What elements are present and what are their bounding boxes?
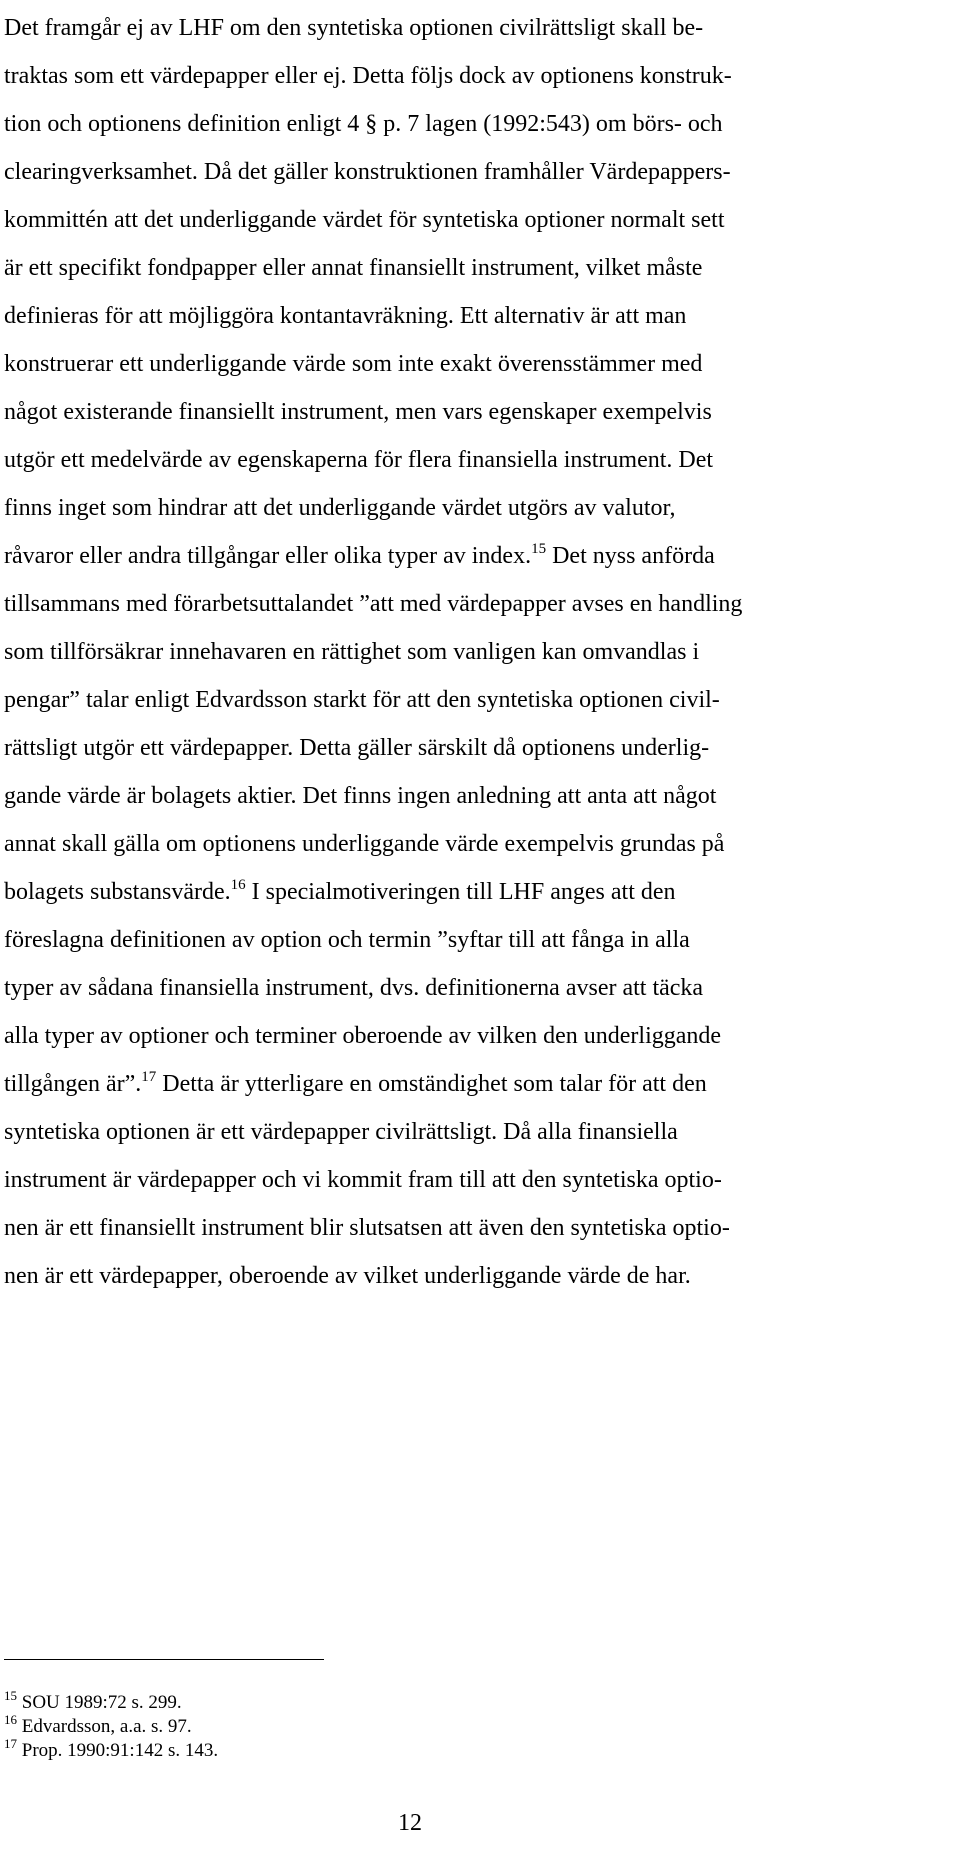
body-line-10: utgör ett medelvärde av egenskaperna för flera finansiella instrument. Det xyxy=(4,447,714,473)
body-line-6: är ett specifikt fondpapper eller annat finansiellt instrument, vilket måste xyxy=(4,255,703,281)
body-line-11: finns inget som hindrar att det underliggande värdet utgörs av valutor, xyxy=(4,495,676,521)
footnote-15 xyxy=(4,1688,182,1715)
footnote-ref-15[interactable]: 15 xyxy=(531,541,547,557)
footnote-number-15: 15 xyxy=(4,1688,17,1703)
body-line-26: nen är ett finansiellt instrument blir slutsatsen att även den syntetiska optio- xyxy=(4,1215,730,1241)
body-line-23-continuation: Detta är ytterligare en omständighet som talar för att den xyxy=(162,1071,707,1097)
footnote-text-15: SOU 1989:72 s. 299. xyxy=(21,1692,182,1713)
body-line-13: tillsammans med förarbetsuttalandet ”att med värdepapper avses en handling xyxy=(4,591,743,617)
body-line-19-text: bolagets substansvärde. xyxy=(4,879,231,905)
footnote-text-16: Edvardsson, a.a. s. 97. xyxy=(21,1716,192,1737)
body-line-3: tion och optionens definition enligt 4 § p. 7 lagen (1992:543) om börs- och xyxy=(4,111,723,137)
body-line-4: clearingverksamhet. Då det gäller konstruktionen framhåller Värdepappers- xyxy=(4,159,731,185)
body-line-24: syntetiska optionen är ett värdepapper civilrättsligt. Då alla finansiella xyxy=(4,1119,678,1145)
page-number: 12 xyxy=(398,1810,422,1836)
body-line-18: annat skall gälla om optionens underliggande värde exempelvis grundas på xyxy=(4,831,725,857)
body-line-8: konstruerar ett underliggande värde som inte exakt överensstämmer med xyxy=(4,351,703,377)
body-line-1: Det framgår ej av LHF om den syntetiska optionen civilrättsligt skall be- xyxy=(4,15,704,41)
footnote-text-17: Prop. 1990:91:142 s. 143. xyxy=(21,1740,219,1761)
footnote-17 xyxy=(4,1736,219,1763)
footnote-16 xyxy=(4,1712,192,1739)
body-line-20: föreslagna definitionen av option och termin ”syftar till att fånga in alla xyxy=(4,927,690,953)
footnote-number-16: 16 xyxy=(4,1712,17,1727)
body-line-7: definieras för att möjliggöra kontantavräkning. Ett alternativ är att man xyxy=(4,303,687,329)
body-line-12-text: råvaror eller andra tillgångar eller olika typer av index. xyxy=(4,543,532,569)
body-line-15: pengar” talar enligt Edvardsson starkt för att den syntetiska optionen civil- xyxy=(4,687,720,713)
body-line-16: rättsligt utgör ett värdepapper. Detta gäller särskilt då optionens underlig- xyxy=(4,735,710,761)
body-line-22: alla typer av optioner och terminer oberoende av vilken den underliggande xyxy=(4,1023,722,1049)
body-line-27: nen är ett värdepapper, oberoende av vilket underliggande värde de har. xyxy=(4,1263,691,1289)
footnote-ref-16[interactable]: 16 xyxy=(230,877,246,893)
body-line-19 xyxy=(4,877,924,907)
body-line-23 xyxy=(4,1069,924,1099)
footnote-ref-17[interactable]: 17 xyxy=(141,1069,157,1085)
body-line-5: kommittén att det underliggande värdet för syntetiska optioner normalt sett xyxy=(4,207,725,233)
body-line-25: instrument är värdepapper och vi kommit fram till att den syntetiska optio- xyxy=(4,1167,722,1193)
body-line-17: gande värde är bolagets aktier. Det finns ingen anledning att anta att något xyxy=(4,783,717,809)
body-line-12-continuation: Det nyss anförda xyxy=(552,543,715,569)
body-line-21: typer av sådana finansiella instrument, dvs. definitionerna avser att täcka xyxy=(4,975,704,1001)
body-line-12 xyxy=(4,541,924,571)
footnote-separator xyxy=(4,1659,324,1660)
body-line-2: traktas som ett värdepapper eller ej. Detta följs dock av optionens konstruk- xyxy=(4,63,732,89)
body-line-23-text: tillgången är”. xyxy=(4,1071,142,1097)
body-line-14: som tillförsäkrar innehavaren en rättighet som vanligen kan omvandlas i xyxy=(4,639,700,665)
body-line-9: något existerande finansiellt instrument, men vars egenskaper exempelvis xyxy=(4,399,712,425)
body-line-19-continuation: I specialmotiveringen till LHF anges att den xyxy=(251,879,676,905)
footnote-number-17: 17 xyxy=(4,1736,17,1751)
